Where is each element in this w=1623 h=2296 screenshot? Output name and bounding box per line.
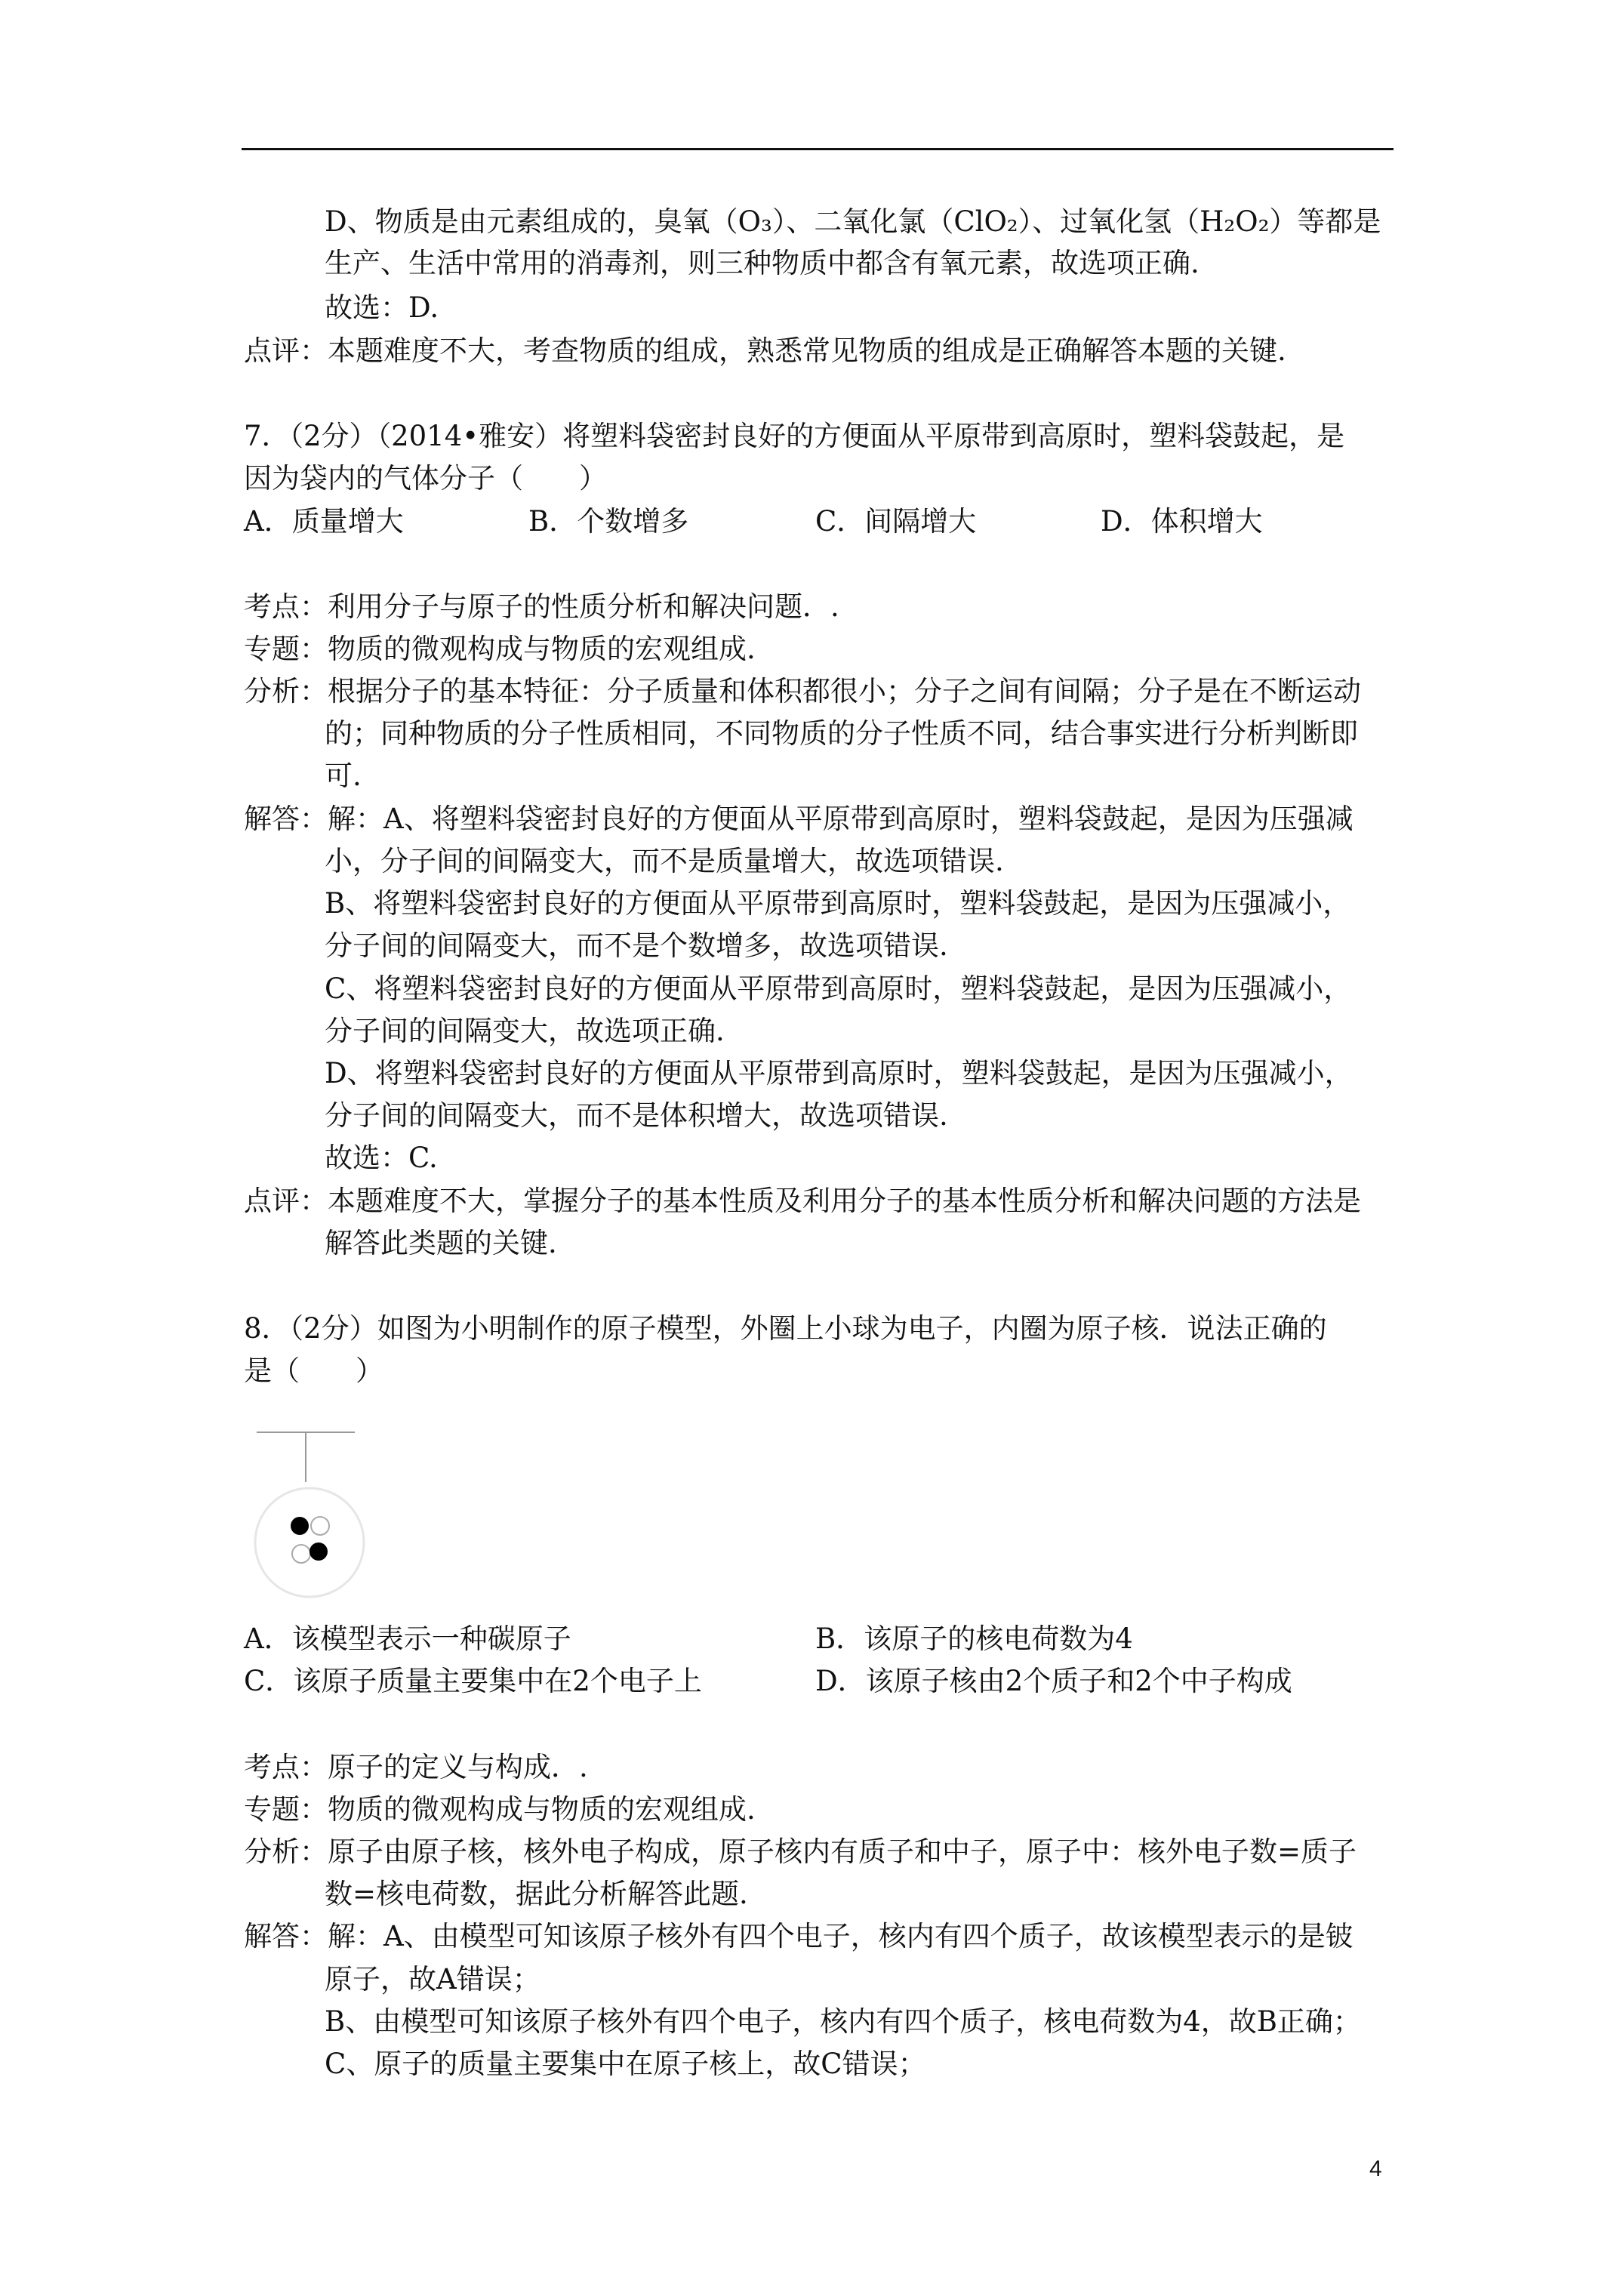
q8-jieda-c-line1: C、原子的质量主要集中在原子核上，故C错误； xyxy=(325,2048,926,2080)
q7-choice: 故选：C. xyxy=(325,1142,438,1174)
q8-option-a: A．该模型表示一种碳原子 xyxy=(244,1623,571,1655)
q8-option-d: D．该原子核由2个质子和2个中子构成 xyxy=(815,1665,1292,1697)
electron-shell-circle xyxy=(255,1488,364,1597)
q8-jieda-a-line1: 解答：解：A、由模型可知该原子核外有四个电子，核内有四个质子，故该模型表示的是铍 xyxy=(244,1920,1354,1952)
q7-option-c: C．间隔增大 xyxy=(815,505,977,538)
q7-comment-line2: 解答此类题的关键. xyxy=(325,1227,557,1259)
q7-jieda-d-line2: 分子间的间隔变大，而不是体积增大，故选项错误. xyxy=(325,1099,948,1132)
q6-option-d-line2: 生产、生活中常用的消毒剂，则三种物质中都含有氧元素，故选项正确. xyxy=(325,247,1200,279)
nucleus-particle-light-2 xyxy=(292,1545,310,1563)
q7-jieda-d-line1: D、将塑料袋密封良好的方便面从平原带到高原时，塑料袋鼓起，是因为压强减小， xyxy=(325,1057,1353,1089)
q7-zhuanti: 专题：物质的微观构成与物质的宏观组成. xyxy=(244,633,756,665)
q7-option-b: B．个数增多 xyxy=(528,505,689,538)
q8-stem-line1: 8．（2分）如图为小明制作的原子模型，外圈上小球为电子，内圈为原子核．说法正确的 xyxy=(244,1312,1327,1345)
q8-jieda-b-line1: B、由模型可知该原子核外有四个电子，核内有四个质子，核电荷数为4，故B正确； xyxy=(325,2005,1361,2038)
nucleus-particle-dark-2 xyxy=(310,1542,328,1561)
q7-kaodian: 考点：利用分子与原子的性质分析和解决问题．. xyxy=(244,590,839,623)
q7-jieda-b-line2: 分子间的间隔变大，而不是个数增多，故选项错误. xyxy=(325,929,948,962)
q7-jieda-a-line2: 小，分子间的间隔变大，而不是质量增大，故选项错误. xyxy=(325,845,1004,877)
q6-comment: 点评：本题难度不大，考查物质的组成，熟悉常见物质的组成是正确解答本题的关键. xyxy=(244,334,1286,367)
q7-comment-line1: 点评：本题难度不大，掌握分子的基本性质及利用分子的基本性质分析和解决问题的方法是 xyxy=(244,1185,1361,1217)
nucleus-particle-light-1 xyxy=(311,1517,329,1535)
q7-option-d: D．体积增大 xyxy=(1101,505,1263,538)
q6-choice: 故选：D. xyxy=(325,291,439,324)
q8-stem-line2: 是（ ） xyxy=(244,1354,383,1387)
q7-fenxi-line1: 分析：根据分子的基本特征：分子质量和体积都很小；分子之间有间隔；分子是在不断运动 xyxy=(244,675,1361,707)
q7-fenxi-line3: 可. xyxy=(325,760,362,792)
atom-model-figure xyxy=(226,1423,393,1604)
q7-jieda-a-line1: 解答：解：A、将塑料袋密封良好的方便面从平原带到高原时，塑料袋鼓起，是因为压强减 xyxy=(244,803,1354,835)
q8-fenxi-line2: 数=核电荷数，据此分析解答此题. xyxy=(325,1878,748,1910)
q8-zhuanti: 专题：物质的微观构成与物质的宏观组成. xyxy=(244,1793,756,1826)
q7-jieda-b-line1: B、将塑料袋密封良好的方便面从平原带到高原时，塑料袋鼓起，是因为压强减小， xyxy=(325,887,1351,920)
q7-fenxi-line2: 的；同种物质的分子性质相同，不同物质的分子性质不同，结合事实进行分析判断即 xyxy=(325,717,1358,750)
q7-jieda-c-line1: C、将塑料袋密封良好的方便面从平原带到高原时，塑料袋鼓起，是因为压强减小， xyxy=(325,972,1352,1005)
q8-jieda-a-line2: 原子，故A错误； xyxy=(325,1963,540,1996)
q8-option-c: C．该原子质量主要集中在2个电子上 xyxy=(244,1665,702,1697)
header-rule xyxy=(242,148,1394,150)
q7-jieda-c-line2: 分子间的间隔变大，故选项正确. xyxy=(325,1015,725,1047)
q8-fenxi-line1: 分析：原子由原子核，核外电子构成，原子核内有质子和中子，原子中：核外电子数=质子 xyxy=(244,1835,1357,1868)
page-number: 4 xyxy=(1369,2156,1382,2181)
q7-option-a: A．质量增大 xyxy=(244,505,404,538)
q6-option-d-line1: D、物质是由元素组成的，臭氧（O₃）、二氧化氯（ClO₂）、过氧化氢（H₂O₂）等都是 xyxy=(325,205,1381,238)
q8-option-b: B．该原子的核电荷数为4 xyxy=(815,1623,1133,1655)
q8-kaodian: 考点：原子的定义与构成．. xyxy=(244,1751,588,1783)
nucleus-particle-dark-1 xyxy=(291,1517,309,1535)
q7-stem-line2: 因为袋内的气体分子（ ） xyxy=(244,462,607,495)
q7-stem-line1: 7．（2分）（2014•雅安）将塑料袋密封良好的方便面从平原带到高原时，塑料袋鼓起，是 xyxy=(244,420,1345,452)
